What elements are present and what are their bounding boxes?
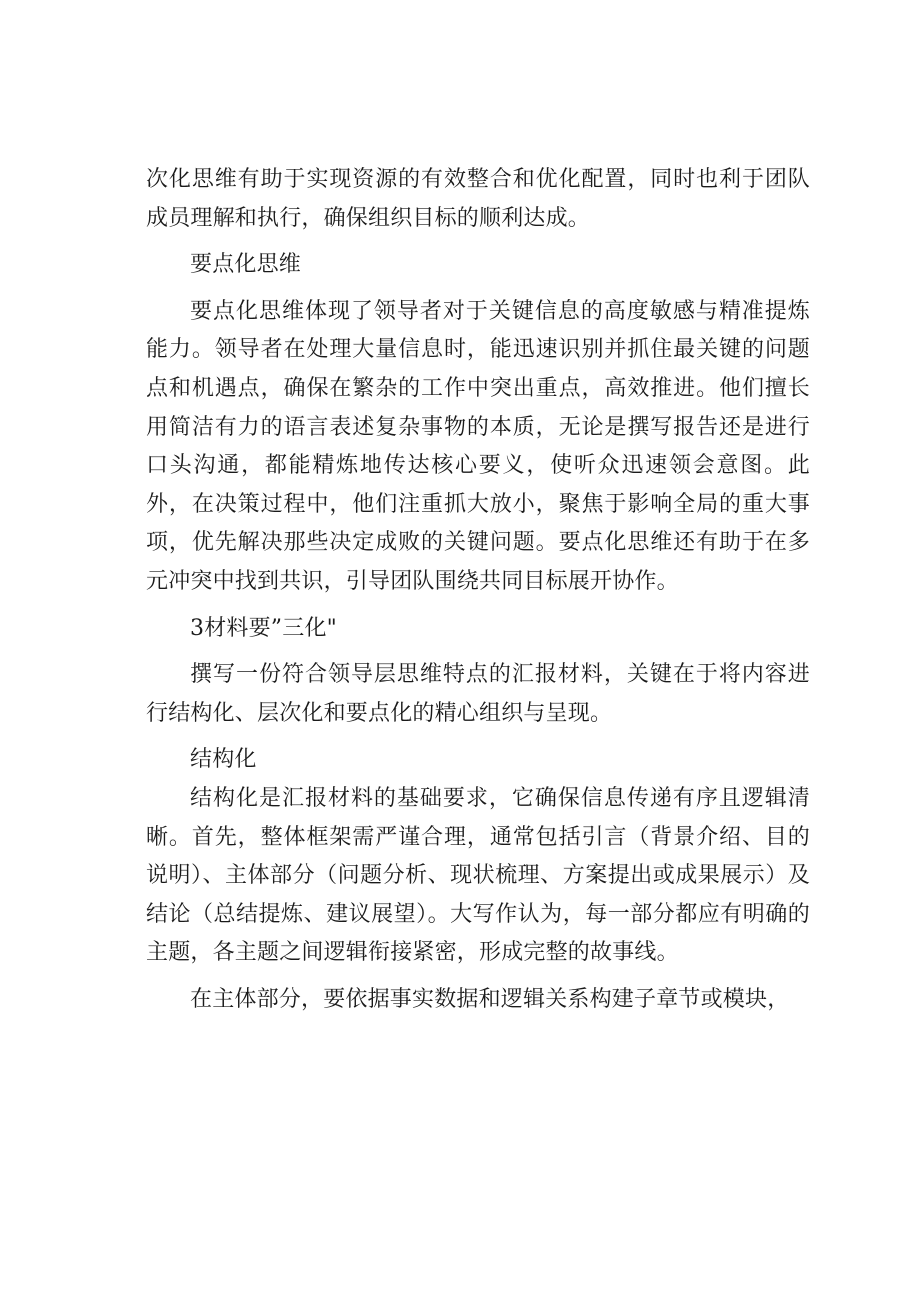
section-heading-materials: 3材料要”三化" (190, 615, 337, 641)
paragraph-continuation: 次化思维有助于实现资源的有效整合和优化配置，同时也利于团队成员理解和执行，确保组织目标的顺利达成。 (146, 167, 810, 231)
paragraph-structuring: 结构化是汇报材料的基础要求，它确保信息传递有序且逻辑清晰。首先，整体框架需严谨合理，通常包括引言（背景介绍、目的说明）、主体部分（问题分析、现状梳理、方案提出或成果展示）及结论（总结提炼、建议展望）。大写作认为，每一部分都应有明确的主题，各主题之间逻辑衔接紧密，形成完整的故事线。 (146, 785, 810, 966)
paragraph-materials-intro: 撰写一份符合领导层思维特点的汇报材料，关键在于将内容进行结构化、层次化和要点化的精心组织与呈现。 (146, 662, 810, 726)
document-body (146, 161, 810, 1019)
section-heading-structuring: 结构化 (190, 747, 257, 773)
section-heading-key-points-thinking: 要点化思维 (190, 252, 302, 278)
paragraph-main-body: 在主体部分，要依据事实数据和逻辑关系构建子章节或模块， (190, 986, 790, 1012)
paragraph-key-points-thinking: 要点化思维体现了领导者对于关键信息的高度敏感与精准提炼能力。领导者在处理大量信息时，能迅速识别并抓住最关键的问题点和机遇点，确保在繁杂的工作中突出重点，高效推进。他们擅长用简洁有力的语言表述复杂事物的本质，无论是撰写报告还是进行口头沟通，都能精炼地传达核心要义，使听众迅速领会意图。此外，在决策过程中，他们注重抓大放小，聚焦于影响全局的重大事项，优先解决那些决定成败的关键问题。要点化思维还有助于在多元冲突中找到共识，引导团队围绕共同目标展开协作。 (146, 298, 810, 594)
